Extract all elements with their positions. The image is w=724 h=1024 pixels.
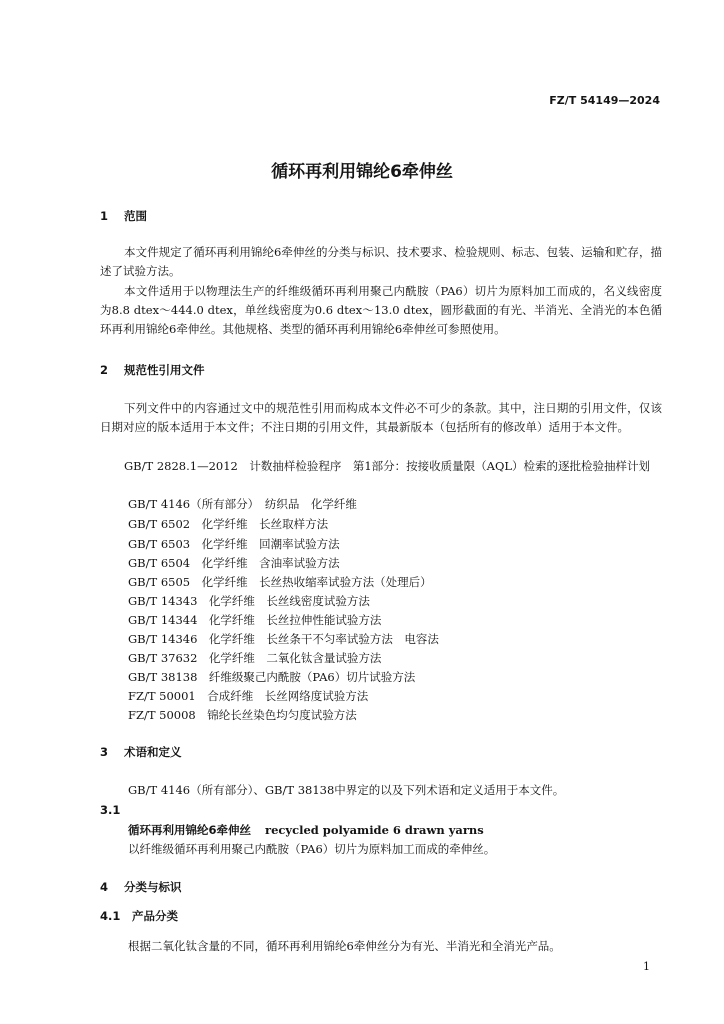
reference-item: GB/T 6502 化学纤维 长丝取样方法 — [128, 517, 329, 531]
section-number: 2 — [100, 363, 109, 377]
reference-item: GB/T 14343 化学纤维 长丝线密度试验方法 — [128, 594, 370, 608]
section-number: 3 — [100, 745, 109, 759]
document-code: FZ/T 54149—2024 — [549, 94, 660, 107]
subsection-4-1-heading — [100, 908, 178, 924]
terms-intro: GB/T 4146（所有部分）、GB/T 38138中界定的以及下列术语和定义适用于本文件。 — [128, 783, 565, 797]
section-title: 范围 — [124, 209, 148, 223]
section-2-heading — [100, 362, 205, 378]
subsection-number: 4.1 — [100, 909, 121, 923]
normative-references-intro: 下列文件中的内容通过文中的规范性引用而构成本文件必不可少的条款。其中，注日期的引用文件，仅该日期对应的版本适用于本文件；不注日期的引用文件，其最新版本（包括所有的修改单）适用于本文件。 — [100, 401, 662, 434]
reference-item-gbt-2828: GB/T 2828.1—2012 计数抽样检验程序 第1部分：按接收质量限（AQL）检索的逐批检验抽样计划 — [124, 459, 651, 473]
section-1-heading — [100, 208, 147, 224]
term-definition: 以纤维级循环再利用聚己内酰胺（PA6）切片为原料加工而成的牵伸丝。 — [128, 842, 496, 856]
subsection-3-1-number: 3.1 — [100, 803, 121, 817]
section-title: 规范性引用文件 — [124, 363, 205, 377]
classification-text: 根据二氧化钛含量的不同，循环再利用锦纶6牵伸丝分为有光、半消光和全消光产品。 — [128, 939, 561, 953]
section-title: 术语和定义 — [124, 745, 182, 759]
section-number: 4 — [100, 880, 109, 894]
reference-item: FZ/T 50008 锦纶长丝染色均匀度试验方法 — [128, 708, 357, 722]
section-3-heading — [100, 744, 182, 760]
section-4-heading — [100, 879, 182, 895]
section-title: 分类与标识 — [124, 880, 182, 894]
term-chinese: 循环再利用锦纶6牵伸丝 — [128, 823, 252, 837]
term-english: recycled polyamide 6 drawn yarns — [265, 823, 484, 837]
reference-item: GB/T 6503 化学纤维 回潮率试验方法 — [128, 537, 340, 551]
reference-item: GB/T 14346 化学纤维 长丝条干不匀率试验方法 电容法 — [128, 632, 439, 646]
term-entry — [128, 822, 484, 838]
section-number: 1 — [100, 209, 109, 223]
scope-paragraph-2: 本文件适用于以物理法生产的纤维级循环再利用聚己内酰胺（PA6）切片为原料加工而成的，名义线密度为8.8 dtex～444.0 dtex，单丝线密度为0.6 dtex～13.0 dtex，圆形截面的有光、半消光、全消光的本色循环再利用锦纶6牵伸丝。其他规格、类型的循环再利用锦纶6牵伸丝可参照使用。 — [100, 284, 662, 336]
reference-item: FZ/T 50001 合成纤维 长丝网络度试验方法 — [128, 689, 369, 703]
reference-item: GB/T 6505 化学纤维 长丝热收缩率试验方法（处理后） — [128, 575, 432, 589]
subsection-title: 产品分类 — [132, 909, 179, 923]
reference-item: GB/T 37632 化学纤维 二氧化钛含量试验方法 — [128, 651, 382, 665]
reference-item: GB/T 6504 化学纤维 含油率试验方法 — [128, 556, 340, 570]
reference-item: GB/T 14344 化学纤维 长丝拉伸性能试验方法 — [128, 613, 382, 627]
page-number: 1 — [643, 960, 650, 973]
scope-paragraph-1: 本文件规定了循环再利用锦纶6牵伸丝的分类与标识、技术要求、检验规则、标志、包装、运输和贮存，描述了试验方法。 — [100, 245, 662, 278]
reference-item: GB/T 4146（所有部分） 纺织品 化学纤维 — [128, 497, 357, 511]
reference-item: GB/T 38138 纤维级聚己内酰胺（PA6）切片试验方法 — [128, 670, 416, 684]
document-title: 循环再利用锦纶6牵伸丝 — [271, 162, 453, 182]
